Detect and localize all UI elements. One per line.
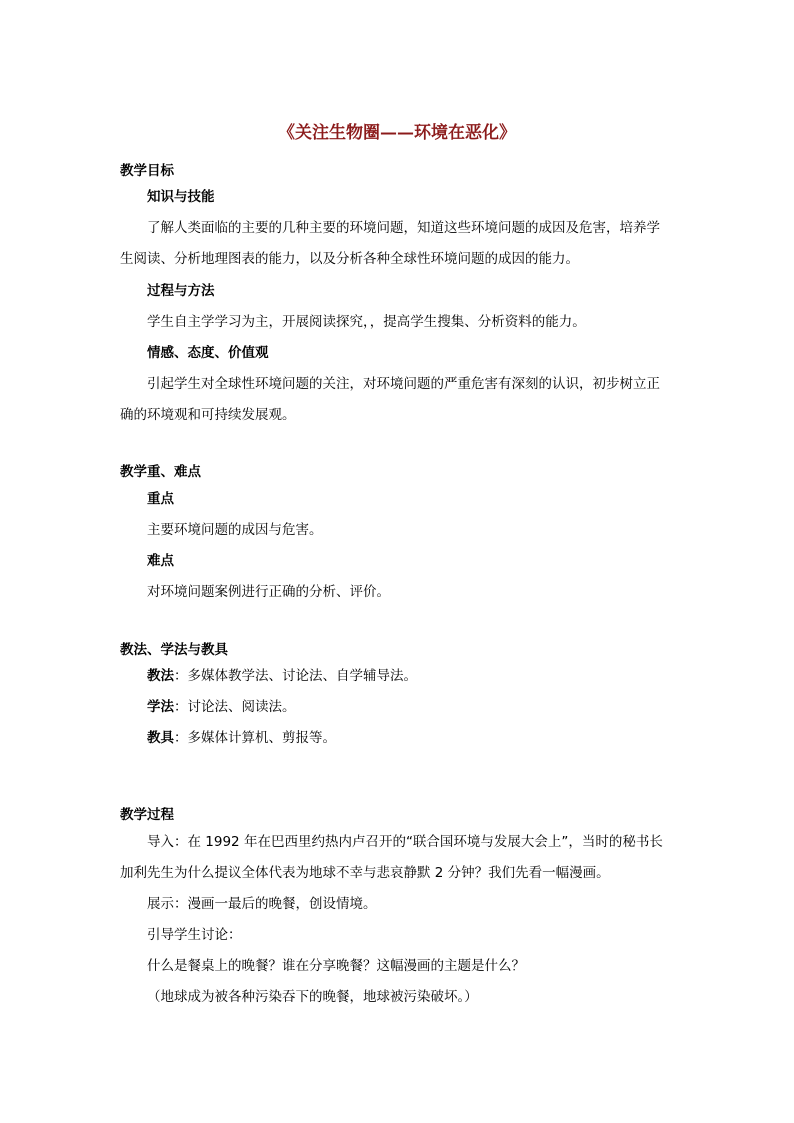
- guide-line: 引导学生讨论：: [147, 927, 242, 943]
- document-title: 《关注生物圈——环境在恶化》: [278, 123, 516, 143]
- teaching-method-line: [147, 667, 417, 685]
- key-points-heading: 教学重、难点: [120, 464, 201, 480]
- difficulty-heading: 难点: [147, 553, 174, 569]
- focus-text: 主要环境问题的成因与危害。: [147, 522, 323, 538]
- difficulty-text: 对环境问题案例进行正确的分析、评价。: [147, 584, 390, 600]
- emotion-line-1: 引起学生对全球性环境问题的关注，对环境问题的严重危害有深刻的认识，初步树立正: [147, 376, 660, 392]
- intro-line-2: 加利先生为什么提议全体代表为地球不幸与悲哀静默 2 分钟？我们先看一幅漫画。: [120, 865, 610, 881]
- teaching-process-heading: 教学过程: [120, 807, 174, 823]
- teaching-tools-line: [147, 729, 336, 747]
- focus-heading: 重点: [147, 491, 174, 507]
- process-method-heading: 过程与方法: [147, 283, 215, 299]
- answer-line: （地球成为被各种污染吞下的晚餐，地球被污染破坏。）: [147, 989, 478, 1005]
- teaching-tools-label: 教具: [147, 730, 174, 746]
- methods-heading: 教法、学法与教具: [120, 642, 228, 658]
- learning-method-label: 学法: [147, 699, 174, 715]
- show-line: 展示：漫画一最后的晚餐，创设情境。: [147, 896, 377, 912]
- emotion-line-2: 确的环境观和可持续发展观。: [120, 407, 296, 423]
- knowledge-line-1: 了解人类面临的主要的几种主要的环境问题，知道这些环境问题的成因及危害，培养学: [147, 220, 660, 236]
- teaching-method-text: ：多媒体教学法、讨论法、自学辅导法。: [174, 668, 417, 684]
- process-method-line-1: 学生自主学学习为主，开展阅读探究，，提高学生搜集、分析资料的能力。: [147, 314, 586, 330]
- knowledge-line-2: 生阅读、分析地理图表的能力，以及分析各种全球性环境问题的成因的能力。: [120, 251, 579, 267]
- learning-method-text: ：讨论法、阅读法。: [174, 699, 296, 715]
- emotion-heading: 情感、态度、价值观: [147, 345, 269, 361]
- objectives-heading: 教学目标: [120, 163, 174, 179]
- teaching-method-label: 教法: [147, 668, 174, 684]
- teaching-tools-text: ：多媒体计算机、剪报等。: [174, 730, 336, 746]
- learning-method-line: [147, 698, 296, 716]
- intro-line-1: 导入：在 1992 年在巴西里约热内卢召开的“联合国环境与发展大会上”，当时的秘书长: [147, 834, 663, 850]
- question-line: 什么是餐桌上的晚餐？谁在分享晚餐？这幅漫画的主题是什么？: [147, 958, 525, 974]
- knowledge-heading: 知识与技能: [147, 189, 215, 205]
